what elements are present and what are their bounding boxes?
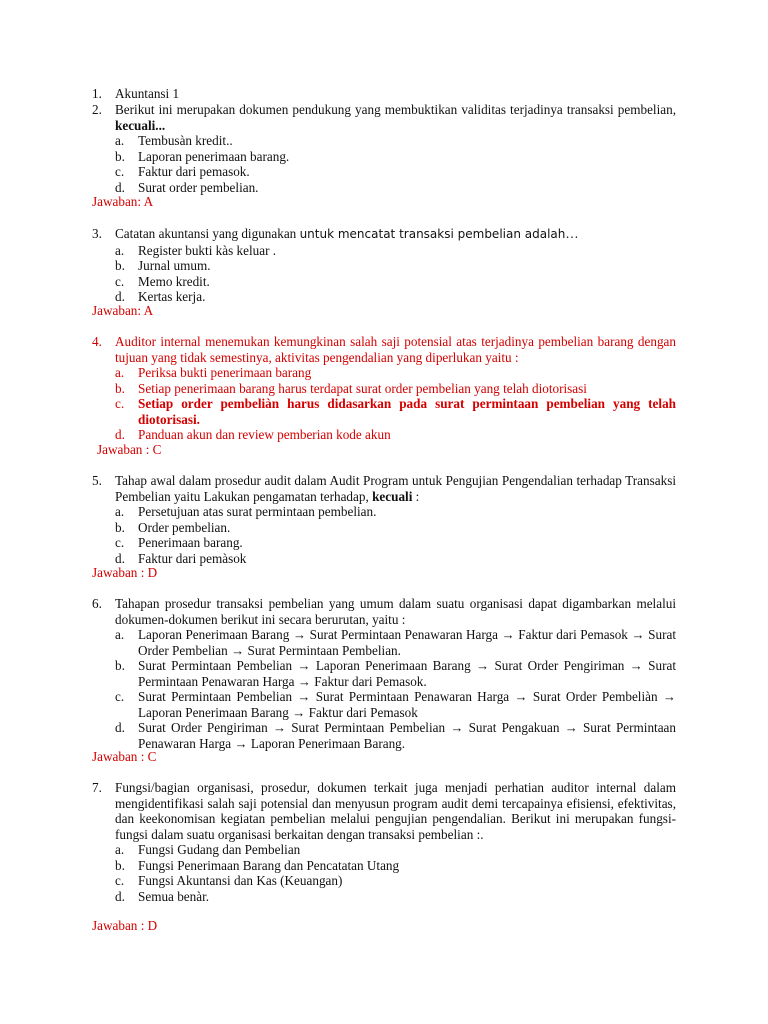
option-c: c. Memo kredit. xyxy=(115,273,210,289)
question-2 xyxy=(92,102,676,195)
question-number: 4. xyxy=(92,334,102,349)
question-stem: Tahapan prosedur transaksi pembelian yang umum dalam suatu organisasi dapat digambarkan melalui dokumen-dokumen berikut ini secara berurutan, yaitu : xyxy=(115,596,676,627)
question-stem: Fungsi/bagian organisasi, prosedur, dokumen terkait juga menjadi perhatian auditor internal dalam mengidentifikasi salah saji potensial dan menyusun program audit demi tercapainya efisiensi, efektivitas, dan keekonomisan kegiatan pembelian melalui pengujian pengendalian. Berikut ini merupakan fungsi-fungsi dalam suatu organisasi berkaitan dengan transaksi pembelian :. xyxy=(115,780,676,842)
answer-3: Jawaban: A xyxy=(92,303,154,318)
answer-5: Jawaban : D xyxy=(92,565,158,580)
option-d: d. Kertas kerja. xyxy=(115,289,206,304)
option-c-correct: c. Setiap order pembeliàn harus didasarkan pada surat permintaan pembelian yang telah diotorisasi. xyxy=(115,396,676,427)
option-c: c. Surat Permintaan Pembelian → Surat Permintaan Penawaran Harga → Surat Order Pembeliàn → Laporan Penerimaan Barang → Faktur dari Pemasok xyxy=(115,689,676,720)
question-text: Akuntansi 1 xyxy=(115,86,180,101)
option-d: d. Surat order pembelian. xyxy=(115,179,259,195)
question-number: 7. xyxy=(92,780,102,795)
option-a: a. Persetujuan atas surat permintaan pembelian. xyxy=(115,504,377,519)
question-stem: Berikut ini merupakan dokumen pendukung yang membuktikan validitas terjadinya transaksi pembelian, kecuali... xyxy=(115,102,676,133)
option-a: a. Fungsi Gudang dan Pembelian xyxy=(115,842,301,857)
option-c: c. Fungsi Akuntansi dan Kas (Keuangan) xyxy=(115,873,343,888)
question-number: 3. xyxy=(92,226,102,241)
option-a: a. Tembusàn kredit.. xyxy=(115,133,233,148)
question-stem: Auditor internal menemukan kemungkinan salah saji potensial atas terjadinya pembelian barang dengan tujuan yang tidak semestinya, aktivitas pengendalian yang diperlukan yaitu : xyxy=(115,334,676,365)
question-number: 1. xyxy=(92,86,102,101)
option-b: b. Laporan penerimaan barang. xyxy=(115,148,290,164)
emphasis-text: kecuali... xyxy=(115,117,166,133)
option-a: a. Register bukti kàs keluar . xyxy=(115,242,277,258)
answer-6: Jawaban : C xyxy=(92,749,157,764)
question-4 xyxy=(92,334,676,443)
question-stem: Tahap awal dalam prosedur audit dalam Audit Program untuk Pengujian Pengendalian terhadap Transaksi Pembelian yaitu Lakukan pengamatan terhadap, kecuali : xyxy=(115,473,676,504)
question-7 xyxy=(92,780,676,904)
option-c: c. Penerimaan barang. xyxy=(115,535,243,550)
option-d: d. Panduan akun dan review pemberian kode akun xyxy=(115,427,391,442)
option-d: d. Faktur dari pemàsok xyxy=(115,550,247,566)
answer-7: Jawaban : D xyxy=(92,918,158,933)
option-b: b. Order pembelian. xyxy=(115,519,231,535)
answer-4: Jawaban : C xyxy=(97,442,162,457)
question-5 xyxy=(92,473,676,566)
answer-2: Jawaban: A xyxy=(92,194,154,209)
question-number: 2. xyxy=(92,102,102,117)
option-d: d. Semua benàr. xyxy=(115,888,210,904)
option-b: b. Fungsi Penerimaan Barang dan Pencatatan Utang xyxy=(115,857,400,873)
option-a: a. Periksa bukti penerimaan barang xyxy=(115,365,312,380)
question-number: 6. xyxy=(92,596,102,611)
question-6 xyxy=(92,596,676,751)
question-3 xyxy=(92,226,676,305)
option-a: a. Laporan Penerimaan Barang → Surat Permintaan Penawaran Harga → Faktur dari Pemasok → Surat Order Pembelian → Surat Permintaan Pembelian. xyxy=(115,627,676,658)
question-1 xyxy=(92,86,676,102)
emphasis-text: kecuali xyxy=(372,488,413,504)
option-d: d. Surat Order Pengiriman → Surat Permintaan Pembelian → Surat Pengakuan → Surat Permintaan Penawaran Harga → Laporan Penerimaan Barang. xyxy=(115,720,676,751)
option-c: c. Faktur dari pemasok. xyxy=(115,164,250,179)
option-b: b. Jurnal umum. xyxy=(115,258,211,273)
question-number: 5. xyxy=(92,473,102,488)
option-b: b. Surat Permintaan Pembelian → Laporan Penerimaan Barang → Surat Order Pengiriman → Surat Permintaan Penawaran Harga → Faktur dari Pemasok. xyxy=(115,658,676,689)
option-b: b. Setiap penerimaan barang harus terdapat surat order pembelian yang telah diotorisasi xyxy=(115,380,587,396)
question-stem: Catatan akuntansi yang digunakan untuk mencatat transaksi pembelian adalah… xyxy=(115,226,579,241)
